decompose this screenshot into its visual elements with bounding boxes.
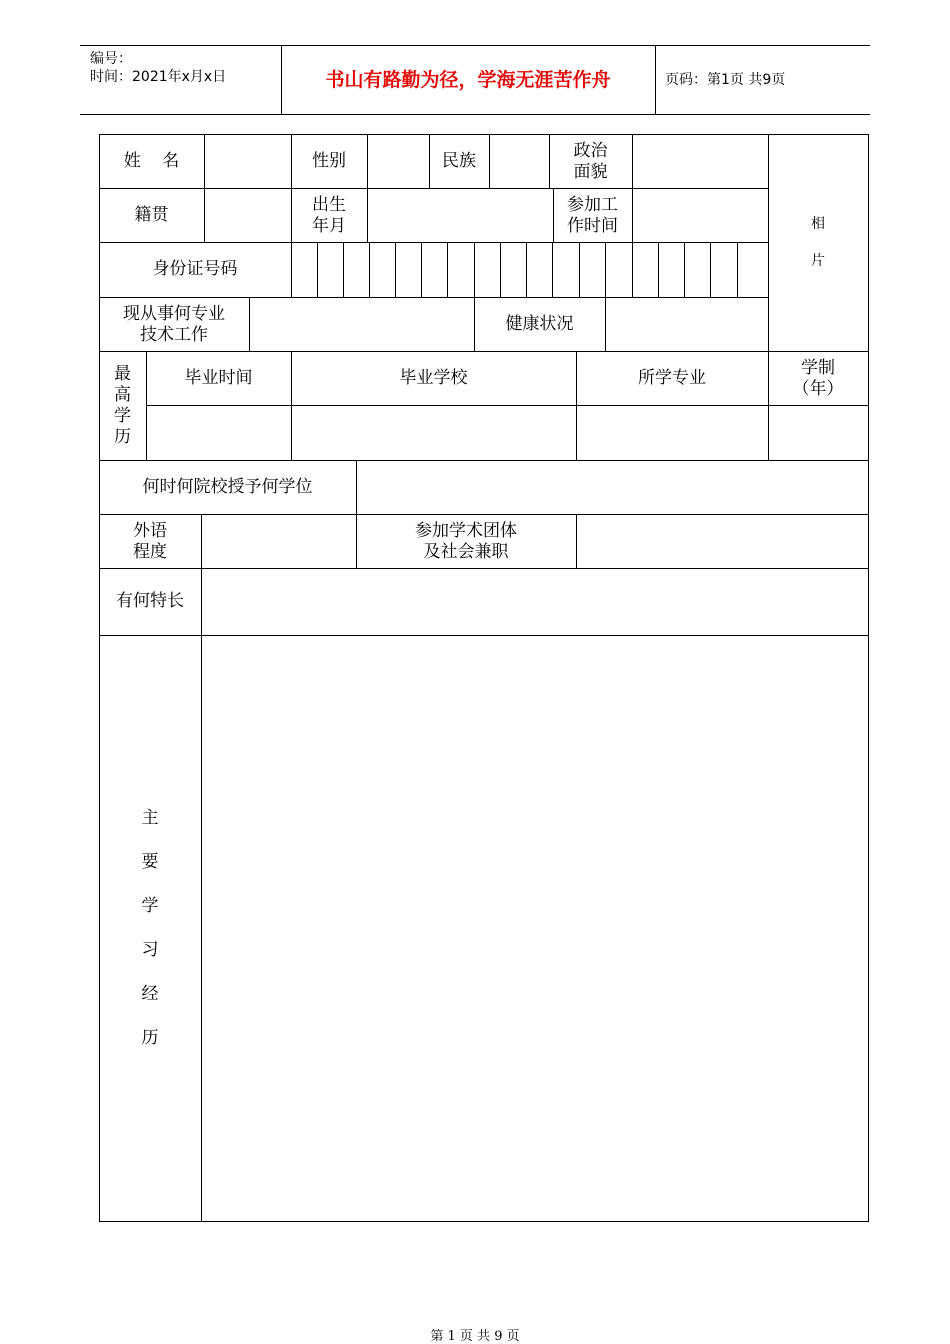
major-label: 所学专业	[638, 368, 706, 388]
serial-label: 编号：	[90, 51, 132, 67]
profession-field[interactable]	[249, 297, 474, 352]
academic-groups-label: 参加学术团体 及社会兼职	[415, 520, 517, 562]
degree-label: 何时何院校授予何学位	[142, 477, 313, 497]
birth-date-label: 出生 年月	[312, 194, 346, 236]
name-field[interactable]	[204, 134, 291, 189]
study-history-field[interactable]	[201, 635, 868, 1221]
page-footer: 第 1 页 共 9 页	[430, 1329, 520, 1344]
foreign-language-label: 外语 程度	[133, 520, 167, 562]
study-duration-label: 学制 （年）	[792, 357, 844, 399]
major-field[interactable]	[576, 405, 768, 460]
name-label: 姓 名	[123, 151, 180, 171]
native-place-field[interactable]	[204, 188, 291, 243]
graduation-time-field[interactable]	[146, 405, 291, 460]
page-info: 页码：第1页 共9页	[665, 72, 786, 88]
motto: 书山有路勤为径，学海无涯苦作舟	[325, 69, 611, 91]
political-status-field[interactable]	[632, 134, 768, 189]
photo-box[interactable]	[768, 134, 868, 351]
form-border-right	[868, 134, 869, 1222]
specialty-field[interactable]	[201, 568, 868, 635]
birth-date-field[interactable]	[367, 188, 553, 243]
id-number-label: 身份证号码	[152, 259, 238, 279]
photo-label: 相	[811, 215, 825, 232]
work-start-label: 参加工 作时间	[567, 194, 618, 236]
native-place-label: 籍贯	[134, 205, 169, 225]
study-history-label: 主 要 学 习 经 历	[141, 808, 159, 1048]
academic-groups-field[interactable]	[576, 514, 868, 569]
ethnicity-field[interactable]	[489, 134, 549, 189]
id-number-field[interactable]	[291, 242, 768, 297]
graduation-school-field[interactable]	[291, 405, 576, 460]
form-border-bottom	[99, 1221, 869, 1222]
photo-label: 片	[811, 252, 825, 269]
foreign-language-field[interactable]	[201, 514, 356, 569]
health-field[interactable]	[605, 297, 768, 352]
ethnicity-label: 民族	[442, 151, 476, 171]
gender-field[interactable]	[367, 134, 429, 189]
study-duration-field[interactable]	[768, 405, 868, 460]
work-start-field[interactable]	[632, 188, 768, 243]
specialty-label: 有何特长	[116, 591, 184, 611]
highest-education-label: 最 高 学 历	[114, 364, 131, 447]
graduation-time-label: 毕业时间	[184, 368, 253, 388]
profession-label: 现从事何专业 技术工作	[123, 303, 225, 345]
political-status-label: 政治 面貌	[573, 140, 608, 182]
degree-field[interactable]	[356, 460, 868, 515]
gender-label: 性别	[312, 151, 346, 171]
health-label: 健康状况	[505, 314, 574, 334]
date-label: 时间：2021年x月x日	[90, 69, 227, 85]
graduation-school-label: 毕业学校	[399, 368, 468, 388]
